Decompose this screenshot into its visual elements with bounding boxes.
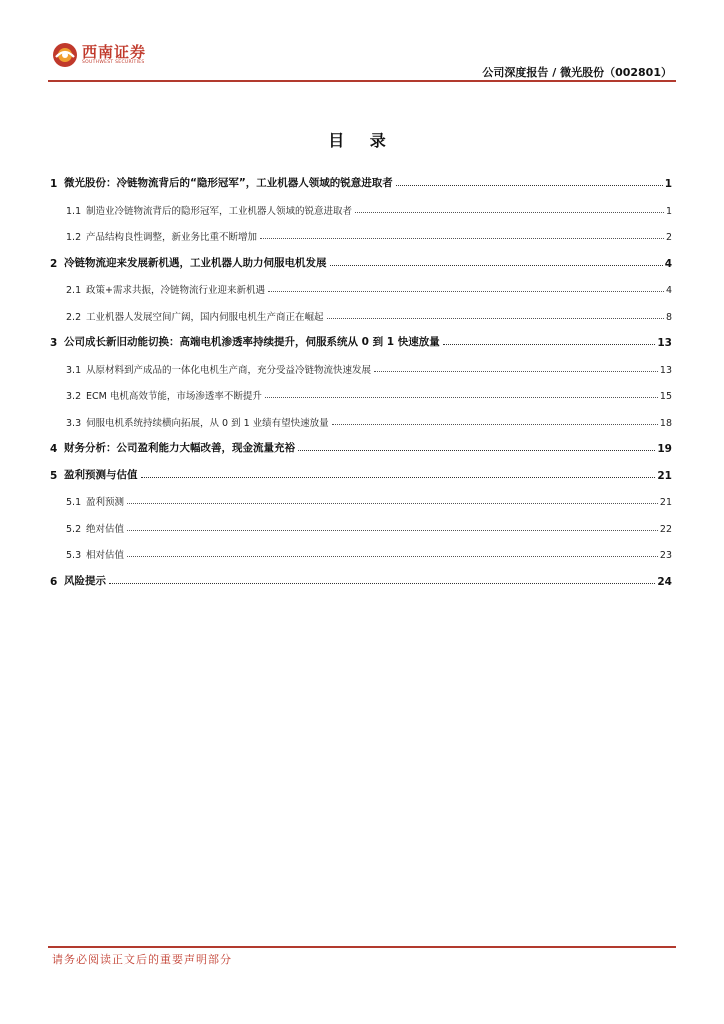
toc-entry-label: 财务分析：公司盈利能力大幅改善，现金流量充裕 xyxy=(64,442,295,454)
toc-entry-page: 24 xyxy=(657,575,672,588)
toc-leader-dots xyxy=(396,184,663,186)
toc-entry-number: 2.2 xyxy=(66,311,82,323)
toc-entry-number: 5.3 xyxy=(66,550,82,561)
toc-entry-page: 21 xyxy=(659,497,672,508)
toc-entry-page: 2 xyxy=(665,232,672,243)
toc-entry-page: 1 xyxy=(665,205,672,217)
toc-entry-chapter[interactable] xyxy=(50,168,672,190)
toc-entry-number: 3.2 xyxy=(66,391,82,402)
header-divider xyxy=(48,80,676,82)
toc-leader-dots xyxy=(260,237,664,239)
toc-leader-dots xyxy=(298,449,655,451)
toc-entry-chapter[interactable] xyxy=(50,460,672,482)
toc-entry-label: 冷链物流迎来发展新机遇，工业机器人助力伺服电机发展 xyxy=(64,256,327,269)
toc-entry-label: 风险提示 xyxy=(64,574,106,587)
toc-entry-section[interactable] xyxy=(66,486,672,508)
company-logo xyxy=(52,42,146,68)
toc-entry-chapter[interactable] xyxy=(50,248,672,270)
toc-entry-page: 22 xyxy=(659,523,672,535)
toc-entry-label: 相对估值 xyxy=(86,550,125,561)
toc-leader-dots xyxy=(332,423,658,425)
toc-entry-number: 3 xyxy=(50,337,58,349)
toc-entry-label: ECM 电机高效节能，市场渗透率不断提升 xyxy=(86,391,262,402)
toc-leader-dots xyxy=(327,317,664,319)
logo-name-cn: 西南证券 xyxy=(82,43,147,61)
toc-entry-page: 8 xyxy=(665,311,672,323)
toc-entry-page: 4 xyxy=(665,285,672,296)
logo-name-en: SOUTHWEST SECURITIES xyxy=(82,60,145,65)
toc-entry-section[interactable] xyxy=(66,221,672,243)
toc-entry-section[interactable] xyxy=(66,380,672,402)
toc-leader-dots xyxy=(127,502,658,504)
toc-entry-number: 1 xyxy=(50,178,58,190)
toc-entry-number: 5.1 xyxy=(66,497,82,508)
logo-icon xyxy=(52,42,78,68)
toc-entry-section[interactable] xyxy=(66,301,672,323)
toc-leader-dots xyxy=(443,343,656,345)
toc-leader-dots xyxy=(265,396,658,398)
toc-entry-page: 1 xyxy=(664,178,672,190)
toc-entry-label: 绝对估值 xyxy=(86,523,125,535)
footer-divider xyxy=(48,946,676,948)
toc-entry-chapter[interactable] xyxy=(50,566,672,588)
toc-entry-page: 19 xyxy=(657,443,672,455)
toc-entry-section[interactable] xyxy=(66,274,672,296)
toc-entry-number: 5 xyxy=(50,469,58,482)
toc-entry-number: 2 xyxy=(50,257,58,270)
toc-leader-dots xyxy=(355,211,664,213)
toc-entry-label: 制造业冷链物流背后的隐形冠军，工业机器人领域的锐意进取者 xyxy=(86,205,353,217)
toc-leader-dots xyxy=(330,264,663,266)
toc-entry-section[interactable] xyxy=(66,195,672,217)
footer-disclaimer: 请务必阅读正文后的重要声明部分 xyxy=(52,953,232,966)
toc-entry-label: 微光股份：冷链物流背后的“隐形冠军”，工业机器人领域的锐意进取者 xyxy=(64,177,393,189)
toc-entry-section[interactable] xyxy=(66,539,672,561)
toc-entry-number: 3.3 xyxy=(66,417,82,429)
toc-entry-chapter[interactable] xyxy=(50,327,672,349)
toc-entry-number: 3.1 xyxy=(66,364,82,376)
toc-entry-section[interactable] xyxy=(66,407,672,429)
toc-entry-number: 1.2 xyxy=(66,232,82,243)
toc-entry-number: 5.2 xyxy=(66,523,82,535)
toc-entry-page: 13 xyxy=(657,337,672,349)
toc-entry-number: 6 xyxy=(50,575,58,588)
toc-leader-dots xyxy=(141,476,656,478)
toc-entry-page: 4 xyxy=(664,257,672,270)
toc-entry-page: 13 xyxy=(659,364,672,376)
toc-leader-dots xyxy=(268,290,664,292)
toc-entry-section[interactable] xyxy=(66,354,672,376)
toc-leader-dots xyxy=(374,370,658,372)
toc-entry-label: 公司成长新旧动能切换：高端电机渗透率持续提升，伺服系统从 0 到 1 快速放量 xyxy=(64,336,440,348)
toc-entry-page: 21 xyxy=(657,469,672,482)
toc-leader-dots xyxy=(109,582,655,584)
toc-leader-dots xyxy=(127,529,658,531)
toc-entry-page: 23 xyxy=(659,550,672,561)
toc-leader-dots xyxy=(127,555,658,557)
toc-entry-label: 工业机器人发展空间广阔，国内伺服电机生产商正在崛起 xyxy=(86,311,324,323)
toc-entry-label: 产品结构良性调整，新业务比重不断增加 xyxy=(86,232,258,243)
toc-entry-page: 18 xyxy=(659,417,672,429)
toc-entry-number: 2.1 xyxy=(66,285,82,296)
toc-entry-page: 15 xyxy=(659,391,672,402)
toc-entry-label: 从原材料到产成品的一体化电机生产商，充分受益冷链物流快速发展 xyxy=(86,364,372,376)
toc-entry-number: 4 xyxy=(50,443,58,455)
toc-heading: 目 录 xyxy=(328,131,396,150)
toc-entry-number: 1.1 xyxy=(66,205,82,217)
toc-entry-label: 政策+需求共振，冷链物流行业迎来新机遇 xyxy=(86,285,265,296)
page-header xyxy=(0,0,724,82)
toc-entry-label: 伺服电机系统持续横向拓展，从 0 到 1 业绩有望快速放量 xyxy=(86,417,329,429)
toc-entry-chapter[interactable] xyxy=(50,433,672,455)
toc-entry-label: 盈利预测 xyxy=(86,497,125,508)
report-title: 公司深度报告 / 微光股份（002801） xyxy=(482,66,672,79)
toc-entry-label: 盈利预测与估值 xyxy=(64,468,138,481)
toc-entry-section[interactable] xyxy=(66,513,672,535)
